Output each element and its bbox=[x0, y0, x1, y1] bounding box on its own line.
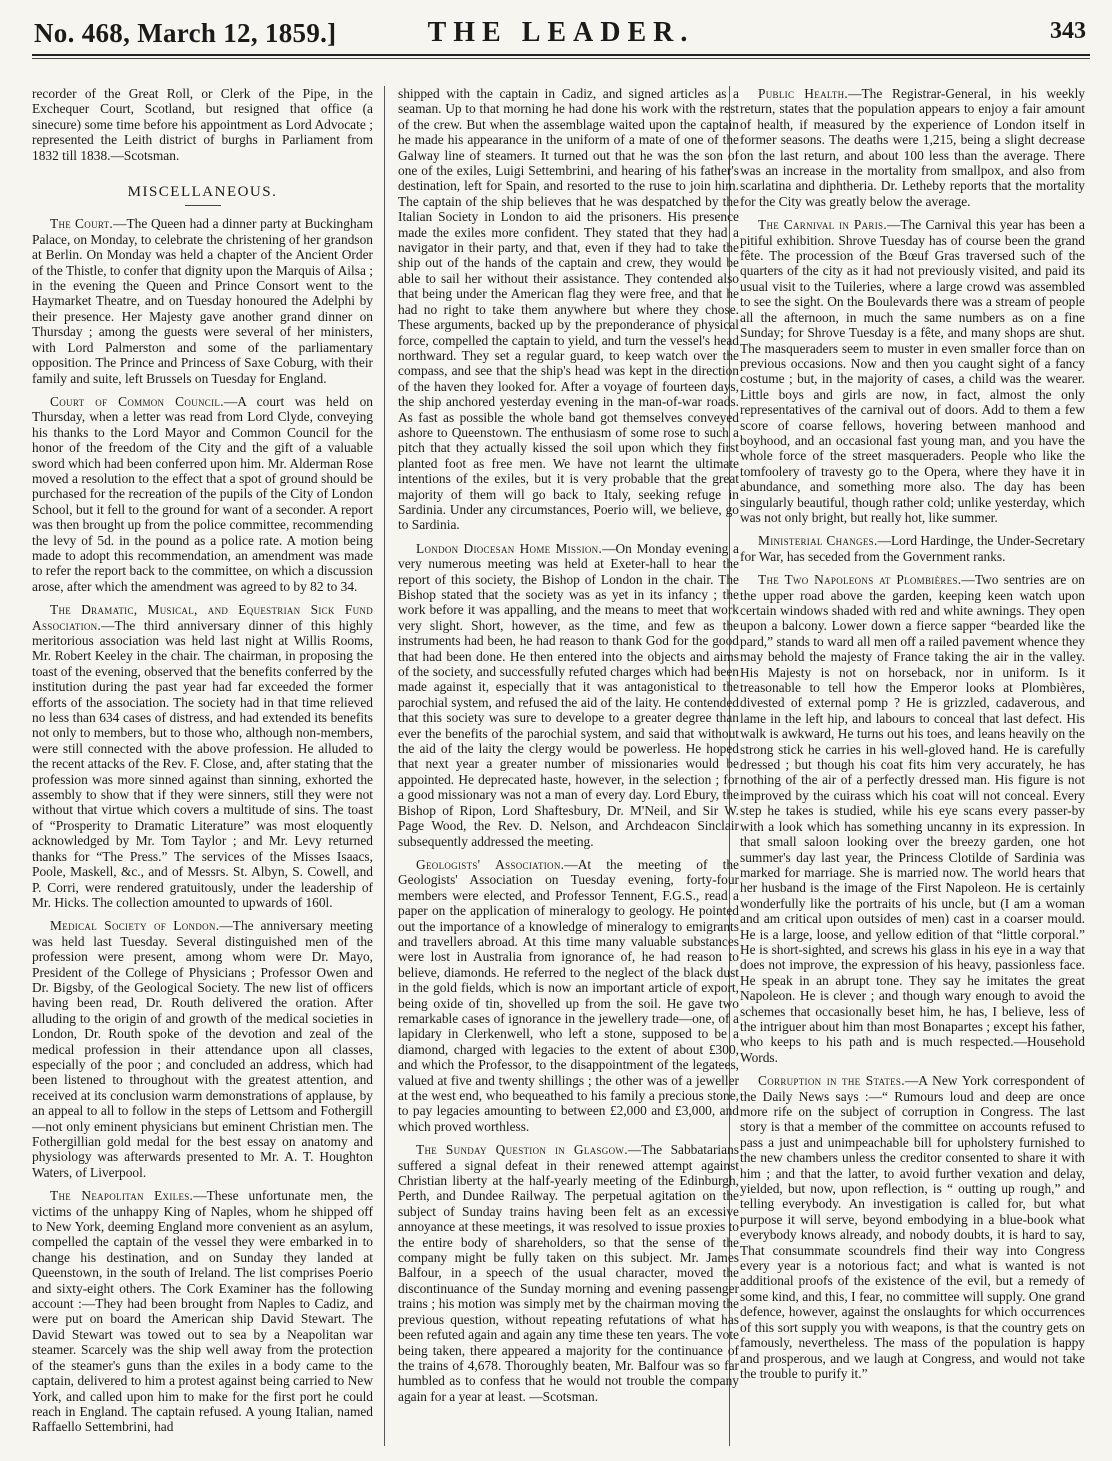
column-divider bbox=[384, 86, 385, 1446]
newspaper-title: THE LEADER. bbox=[427, 17, 695, 48]
article-heading: Geologists' Association. bbox=[416, 856, 565, 872]
article-continuation: recorder of the Great Roll, or Clerk of the Pipe, in the Exchequer Court, Scotland, but resigned that office (a sinecure) some time before his appointment as Lord Advocate ; represented the Leith district of burghs in Parliament from 1832 till 1838.—Scotsman. bbox=[32, 86, 373, 163]
article-heading: Corruption in the States. bbox=[758, 1073, 905, 1089]
article-heading: London Diocesan Home Mission. bbox=[416, 540, 603, 556]
page-number: 343 bbox=[1050, 18, 1086, 44]
article-continuation: shipped with the captain in Cadiz, and signed articles as a seaman. Up to that morning he had done his work with the rest of the crew. But when the assemblage waited upon the captain he made his appearance in the uniform of a mate of one of the Galway line of steamers. It turned out that he was the son of one of the exiles, Luigi Settembrini, and hearing of his father's destination, left for Spain, and resorted to the ruse to join him. The captain of the ship believes that he was despatched by the Italian Society in London to aid the prisoners. His presence made the exiles more confident. They stated that they had a navigator in their party, and that, even if they had to take the ship out of the hands of the captain and crew, they would be able to sail her without their assistance. They contended also that being under the American flag they were free, and that he had no right to take them anywhere but where they chose. These arguments, backed up by the preponderance of physical force, compelled the captain to yield, and turn the vessel's head northward. They set a regular guard, to keep watch over the compass, and see that the ship's head was kept in the direction of the haven they looked for. After a voyage of fourteen days, the ship anchored yesterday evening in the man-of-war roads. As fast as possible the whole band got themselves conveyed ashore to Queenstown. The enthusiasm of some rose to such a pitch that they actually kissed the soil upon which they first planted foot as free men. We have not learnt the ultimate intentions of the exiles, but it is very probable that the great majority of them will go back to Italy, seeking refuge in Sardinia. Under any circumstances, Poerio will, we believe, go to Sardinia. bbox=[398, 86, 739, 533]
issue-date: No. 468, March 12, 1859.] bbox=[34, 18, 337, 48]
article-common-council: Court of Common Council.—A court was held on Thursday, when a letter was read from Lord Clyde, conveying his thanks to the Lord Mayor and Common Council for the honor of the freedom of the City and the gift of a valuable sword which had been conferred upon him. Mr. Alderman Rose moved a resolution to the effect that a spot of ground should be purchased for the recreation of the pupils of the City of London School, but it fell to the ground for want of a seconder. A report was then brought up from the police committee, recommending the levy of 5d. in the pound as a police rate. A motion being made to adopt this recommendation, an amendment was made to refer the report back to the committee, on which a discussion arose, after which the amendment was agreed to by 82 to 34. bbox=[32, 393, 373, 594]
masthead-rule-thin bbox=[32, 58, 1090, 59]
article-carnival: The Carnival in Paris.—The Carnival this year has been a pitiful exhibition. Shrove Tuesday has of course been the grand fête. The procession of the Bœuf Gras traversed such of the quarters of the city as it had not previously visited, and paid its usual visit to the Tuileries, where a large crowd was assembled to see the sight. On the Boulevards there was a stream of people all the afternoon, in much the same numbers as on a fine Sunday; for Shrove Tuesday is a fête, and many shops are shut. The masqueraders seem to muster in even smaller force than on previous occasions. Now and then you caught sight of a fancy costume ; but, in the majority of cases, a child was the wearer. Little boys and girls are now, in fact, almost the only representatives of the carnival out of doors. Add to them a few score of coarse fellows, hovering between manhood and boyhood, and an occasional fast young man, and you have the whole force of the street masqueraders. People who like the tomfoolery of travesty go to the Opera, where they have it in abundance, and something more also. The day has been singularly beautiful, though rather cold; unlike yesterday, which was not only bright, but really hot, like summer. bbox=[740, 217, 1085, 525]
article-medical-society: Medical Society of London.—The anniversary meeting was held last Tuesday. Several distinguished men of the profession were present, among whom were Dr. Mayo, President of the College of Physicians ; Professor Owen and Dr. Bigsby, of the Geological Society. The new list of officers having been read, Dr. Routh delivered the oration. After alluding to the origin of and growth of the medical societies in London, Dr. Routh spoke of the devotion and zeal of the medical profession in their attendance upon all classes, especially of the poor ; and concluded an address, which had been listened to throughout with the greatest attention, and received at its conclusion warm demonstrations of applause, by an appeal to all to follow in the steps of Lettsom and Fothergill—not only eminent physicians but eminent Christian men. The Fothergillian gold medal for the best essay on anatomy and physiology was afterwards presented to Mr. A. T. Houghton Waters, of Liverpool. bbox=[32, 918, 373, 1180]
masthead-rule bbox=[32, 54, 1090, 56]
masthead bbox=[32, 12, 1090, 76]
article-heading: The Neapolitan Exiles. bbox=[50, 1188, 194, 1204]
article-diocesan-mission: London Diocesan Home Mission.—On Monday evening a very numerous meeting was held at Exeter-hall to hear the report of this society, the Bishop of London in the chair. The Bishop stated that the society was as yet in its infancy ; the work before it was appalling, and the means to meet that work very slight. Short, however, as the time, and few as the instruments had been, he had reason to thank God for the good that had been done. He then entered into the objects and aims of the society, and successfully refuted charges which had been made against it, especially that it was antagonistical to the parochial system, and refused the aid of the laity. He contended that this society was sure to develope to a greater degree than ever the benefits of the parochial system, and said that without the aid of the laity the clergy would be powerless. He hoped that next year a greater number of missionaries would be appointed. He deprecated haste, however, in the selection ; for a good missionary was not a man of every day. Lord Ebury, the Bishop of Ripon, Lord Shaftesbury, Dr. M'Neil, and Sir W. Page Wood, the Rev. D. Nelson, and Archdeacon Sinclair subsequently addressed the meeting. bbox=[398, 540, 739, 849]
article-court: The Court.—The Queen had a dinner party at Buckingham Palace, on Monday, to celebrate the christening of her grandson at Berlin. On Monday was held a chapter of the Ancient Order of the Thistle, to confer that dignity upon the Marquis of Ailsa ; in the evening the Queen and Prince Consort went to the Haymarket Theatre, and on Tuesday honoured the Adelphi by their presence. Her Majesty gave another grand dinner on Thursday ; among the guests were several of her ministers, with Lord Palmerston and some of the parliamentary opposition. The Prince and Princess of Saxe Coburg, with their family and suite, left Brussels on Tuesday for England. bbox=[32, 216, 373, 386]
article-ministerial: Ministerial Changes.—Lord Hardinge, the Under-Secretary for War, has seceded from the Government ranks. bbox=[740, 533, 1085, 564]
article-two-napoleons: The Two Napoleons at Plombières.—Two sentries are on the upper road above the garden, keeping keen watch upon certain windows shaded with red and white awnings. They open upon a balcony. Lower down a fierce sapper “bearded like the pard,” stands to ward all men off a railed pavement whence they may behold the majesty of France taking the air in the valley. His Majesty is not on horseback, nor in uniform. Is it treasonable to tell how the Emperor looks at Plombières, divested of external pomp ? He is grizzled, cadaverous, and lame in the left hip, and labours to conceal that last defect. His walk is awkward, He turns out his toes, and leans heavily on the strong stick he carries in his well-gloved hand. He is carefully dressed ; but though his coat fits him very accurately, he has nothing of the air of a perfectly dressed man. His figure is not improved by the cuirass which his coat will not conceal. Every step he takes is studied, while his eye scans every passer-by with a look which has something uncanny in its expression. In that small saloon looking over the breezy garden, one hot summer's day last year, the Princess Clotilde of Sardinia was marked for marriage. She is married now. The world hears that her husband is the image of the First Napoleon. He is certainly wonderfully like the portraits of his uncle, but (I am a woman and am critical upon outsides of men) cast in a coarser mould. He is a large, loose, and yellow edition of that “little corporal.” He is short-sighted, and screws his glass in his eye in a way that does not improve, the expression of his heavy, passionless face. He speak in an abrupt tone. They say he imitates the great Napoleon. He is clever ; and though wary enough to avoid the schemes that occasionally beset him, he has, I believe, less of the intriguer about him than most Bonapartes ; except his father, who keeps to his path and is much respected.—Household Words. bbox=[740, 572, 1085, 1065]
article-neapolitan-exiles: The Neapolitan Exiles.—These unfortunate men, the victims of the unhappy King of Naples, whom he shipped off to New York, deeming England more convenient as an asylum, compelled the captain of the vessel they were embarked in to change his destination, and on Sunday they landed at Queenstown, in the south of Ireland. The list comprises Poerio and sixty-eight others. The Cork Examiner has the following account :—They had been brought from Naples to Cadiz, and were put on board the American ship David Stewart. The David Stewart was towed out to sea by a Neapolitan war steamer. Scarcely was the ship well away from the protection of the steamer's guns than the exiles in a body came to the captain, delivered to him a protest against being carried to New York, and called upon him to make for the first port he could reach in England. The captain refused. A young Italian, named Raffaello Settembrini, had bbox=[32, 1188, 373, 1435]
column-2 bbox=[398, 86, 739, 1446]
article-heading: Public Health. bbox=[758, 86, 849, 101]
article-heading: Ministerial Changes. bbox=[758, 533, 878, 549]
article-heading: The Dramatic, Musical, and Equestrian Sick Fund Association. bbox=[32, 602, 373, 633]
article-heading: The Sunday Question in Glasgow. bbox=[416, 1142, 628, 1158]
article-geologists: Geologists' Association.—At the meeting of the Geologists' Association on Tuesday evening, forty-four members were elected, and Professor Tennent, F.G.S., read a paper on the application of mineralogy to geology. He pointed out the importance of a knowledge of mineralogy to emigrants and travellers abroad. At this time many valuable substances were lost in Australia from ignorance of, he had reason to believe, diamonds. He referred to the neglect of the black dust in the gold fields, which is now an important article of export, being oxide of tin, shovelled up from the soil. He gave two remarkable cases of ignorance in the jewellery trade—one, of a lapidary in Clerkenwell, who left a stone, supposed to be a diamond, charged with legacies to the extent of about £300, and which the Professor, to the disappointment of the legatees, valued at five and twenty shillings ; the other was of a jeweller at the west end, who bequeathed to his family a precious stone, to pay legacies amounting to between £2,000 and £3,000, and which proved worthless. bbox=[398, 856, 739, 1134]
section-heading: MISCELLANEOUS. bbox=[32, 185, 373, 206]
article-dramatic-fund: The Dramatic, Musical, and Equestrian Sick Fund Association.—The third anniversary dinner of this highly meritorious association was held last night at Willis Rooms, Mr. Robert Keeley in the chair. The chairman, in proposing the toast of the evening, observed that the benefits conferred by the institution during the past year had far exceeded the former efforts of the association. The society had in that time relieved no less than 634 cases of distress, and had extended its benefits not only to members, but to those who, although non-members, were still connected with the above profession. He alluded to the recent attacks of the Rev. F. Close, and, after stating that the profession was more sinned against than sinning, exhorted the assembly to show that if they were sinners, still they were not without that virtue which covers a multitude of sins. The toast of “Prosperity to Dramatic Literature” was most eloquently acknowledged by Mr. Tom Taylor ; and Mr. Levy returned thanks for “The Press.” The services of the Misses Isaacs, Poole, Maskell, &c., and of Messrs. St. Albyn, S. Cowell, and P. Corri, were rendered gratuitously, under the leadership of Mr. Hicks. The collection amounted to upwards of 160l. bbox=[32, 602, 373, 910]
article-heading: The Carnival in Paris. bbox=[758, 217, 887, 233]
column-1 bbox=[32, 86, 373, 1446]
article-heading: The Court. bbox=[50, 216, 114, 232]
article-sunday-question: The Sunday Question in Glasgow.—The Sabbatarians suffered a signal defeat in their renewed attempt against Christian liberty at the half-yearly meeting of the Edinburgh, Perth, and Dundee Railway. The perpetual agitation on the subject of Sunday trains having been felt as an excessive annoyance at these meetings, it was resolved to issue proxies to the entire body of shareholders, so that the sense of the company might be fully taken on this subject. Mr. James Balfour, in a speech of the usual character, moved the discontinuance of the Sunday morning and evening passenger trains ; his motion was simply met by the chairman moving the previous question, without repeating refutations of what has been refuted again and again any time these ten years. The vote being taken, there appeared a majority for the continuance of the trains of 4,678. Thoroughly beaten, Mr. Balfour was so far humbled as to confess that he would not trouble the company again for a year at least. —Scotsman. bbox=[398, 1142, 739, 1404]
article-heading: The Two Napoleons at Plombières. bbox=[758, 572, 962, 588]
column-3 bbox=[740, 86, 1085, 1446]
article-heading: Medical Society of London. bbox=[50, 918, 220, 934]
article-heading: Court of Common Council. bbox=[50, 393, 224, 409]
article-corruption: Corruption in the States.—A New York correspondent of the Daily News says :—“ Rumours loud and deep are once more rife on the subject of corruption in Congress. The last story is that a member of the committee on accounts refused to pass a just and unimpeachable bill for upholstery furnished to the new chambers unless the creditor consented to share it with him ; and that the latter, to avoid further vexation and delay, yielded, but now, upon reflection, is “ outting up rough,” and telling everybody. An investigation is called for, but what purpose it will serve, beyond embodying in a blue-book what everybody knows already, and nobody doubts, it is hard to say, That consummate scoundrels find their way into Congress every year is a notorious fact; and what is wanted is not additional proofs of the existence of the evil, but a remedy of some kind, and this, I fear, no committee will supply. One grand defence, however, against the onslaughts for which occurrences of this sort supply you with weapons, is that the country gets on famously, nevertheless. The mass of the population is happy and prosperous, and we laugh at Congress, and would not take the trouble to purify it.” bbox=[740, 1073, 1085, 1381]
article-public-health: Public Health.—The Registrar-General, in his weekly return, states that the population appears to enjoy a fair amount of health, if measured by the experience of London itself in former seasons. The deaths were 1,215, being a slight decrease on the last return, and about 100 less than the average. There was an increase in the mortality from smallpox, and also from scarlatina and diphtheria. Dr. Letheby reports that the mortality for the City was greatly below the average. bbox=[740, 86, 1085, 209]
